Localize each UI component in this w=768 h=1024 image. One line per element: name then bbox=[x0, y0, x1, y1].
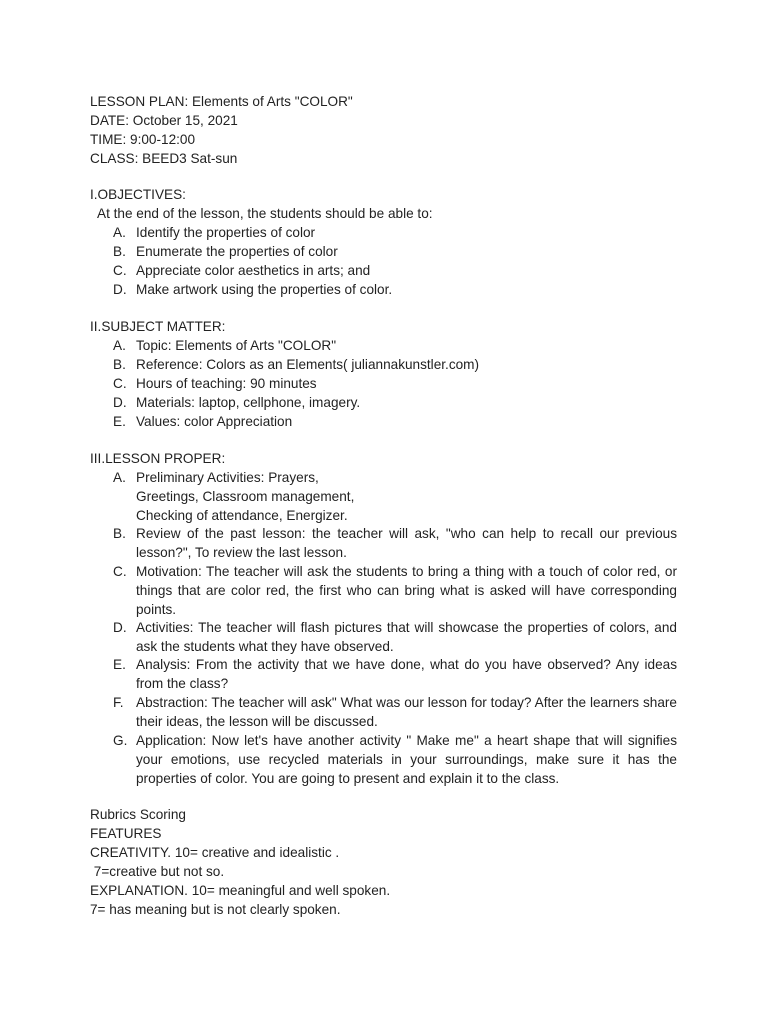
lesson-step-text: Review of the past lesson: the teacher will ask, "who can help to recall our previous lesson?", To review the last lesson. bbox=[136, 526, 677, 560]
subject-text: Materials: laptop, cellphone, imagery. bbox=[136, 395, 361, 410]
lesson-time: TIME: 9:00-12:00 bbox=[90, 132, 196, 147]
subject-item bbox=[113, 355, 677, 374]
list-marker: C. bbox=[113, 564, 127, 579]
rubric-creativity-7: 7=creative but not so. bbox=[90, 864, 225, 879]
list-marker: D. bbox=[113, 620, 127, 635]
list-marker: A. bbox=[113, 470, 126, 485]
rubric-explanation: EXPLANATION. 10= meaningful and well spoken. bbox=[90, 883, 391, 898]
lesson-step bbox=[113, 731, 677, 788]
objective-item bbox=[113, 280, 677, 299]
list-marker: B. bbox=[113, 244, 126, 259]
lesson-step bbox=[113, 468, 677, 525]
rubric-creativity: CREATIVITY. 10= creative and idealistic . bbox=[90, 845, 340, 860]
objective-text: Make artwork using the properties of color. bbox=[136, 282, 393, 297]
lesson-step-text: Activities: The teacher will flash pictures that will showcase the properties of colors, and ask the students what they have observed. bbox=[136, 620, 677, 654]
list-marker: A. bbox=[113, 225, 126, 240]
objective-item bbox=[113, 223, 677, 242]
subject-text: Reference: Colors as an Elements( juliannakunstler.com) bbox=[136, 357, 480, 372]
list-marker: G. bbox=[113, 733, 128, 748]
lesson-step-text: Abstraction: The teacher will ask" What was our lesson for today? After the learners share their ideas, the lesson will be discussed. bbox=[136, 695, 677, 729]
lesson-step bbox=[113, 524, 677, 562]
subject-item bbox=[113, 374, 677, 393]
lesson-plan-title: LESSON PLAN: Elements of Arts "COLOR" bbox=[90, 94, 353, 109]
rubrics-heading: Rubrics Scoring bbox=[90, 807, 186, 822]
lesson-step bbox=[113, 618, 677, 656]
lesson-step bbox=[113, 562, 677, 619]
objective-item bbox=[113, 242, 677, 261]
lesson-step-text: Application: Now let's have another activity " Make me" a heart shape that will signifies your emotions, use recycled materials in your surroundings, make sure it has the properties of color. You are going to present and explain it to the class. bbox=[136, 733, 677, 786]
list-marker: F. bbox=[113, 695, 124, 710]
list-marker: A. bbox=[113, 338, 126, 353]
subject-text: Values: color Appreciation bbox=[136, 414, 293, 429]
lesson-step-text: Preliminary Activities: Prayers, Greetings, Classroom management, Checking of attendance, Energizer. bbox=[136, 470, 355, 523]
subject-text: Topic: Elements of Arts "COLOR" bbox=[136, 338, 337, 353]
list-marker: B. bbox=[113, 526, 126, 541]
objective-text: Identify the properties of color bbox=[136, 225, 316, 240]
lesson-step-text: Motivation: The teacher will ask the students to bring a thing with a touch of color red, or things that are color red, the first who can bring what is asked will have corresponding points. bbox=[136, 564, 677, 617]
objective-item bbox=[113, 261, 677, 280]
list-marker: C. bbox=[113, 263, 127, 278]
lesson-step bbox=[113, 693, 677, 731]
list-marker: D. bbox=[113, 395, 127, 410]
subject-item bbox=[113, 336, 677, 355]
subject-item bbox=[113, 393, 677, 412]
list-marker: D. bbox=[113, 282, 127, 297]
list-marker: E. bbox=[113, 414, 126, 429]
objective-text: Appreciate color aesthetics in arts; and bbox=[136, 263, 371, 278]
lesson-step bbox=[113, 655, 677, 693]
objectives-heading: I.OBJECTIVES: bbox=[90, 187, 186, 202]
list-marker: E. bbox=[113, 657, 126, 672]
lesson-step-text: Analysis: From the activity that we have done, what do you have observed? Any ideas from the class? bbox=[136, 657, 677, 691]
objectives-intro: At the end of the lesson, the students should be able to: bbox=[97, 206, 433, 221]
rubric-explanation-7: 7= has meaning but is not clearly spoken. bbox=[90, 902, 341, 917]
lesson-class: CLASS: BEED3 Sat-sun bbox=[90, 151, 238, 166]
objective-text: Enumerate the properties of color bbox=[136, 244, 338, 259]
subject-text: Hours of teaching: 90 minutes bbox=[136, 376, 317, 391]
lesson-proper-heading: III.LESSON PROPER: bbox=[90, 451, 226, 466]
subject-item bbox=[113, 412, 677, 431]
subject-matter-heading: II.SUBJECT MATTER: bbox=[90, 319, 226, 334]
list-marker: C. bbox=[113, 376, 127, 391]
rubrics-features: FEATURES bbox=[90, 826, 162, 841]
list-marker: B. bbox=[113, 357, 126, 372]
lesson-date: DATE: October 15, 2021 bbox=[90, 113, 238, 128]
